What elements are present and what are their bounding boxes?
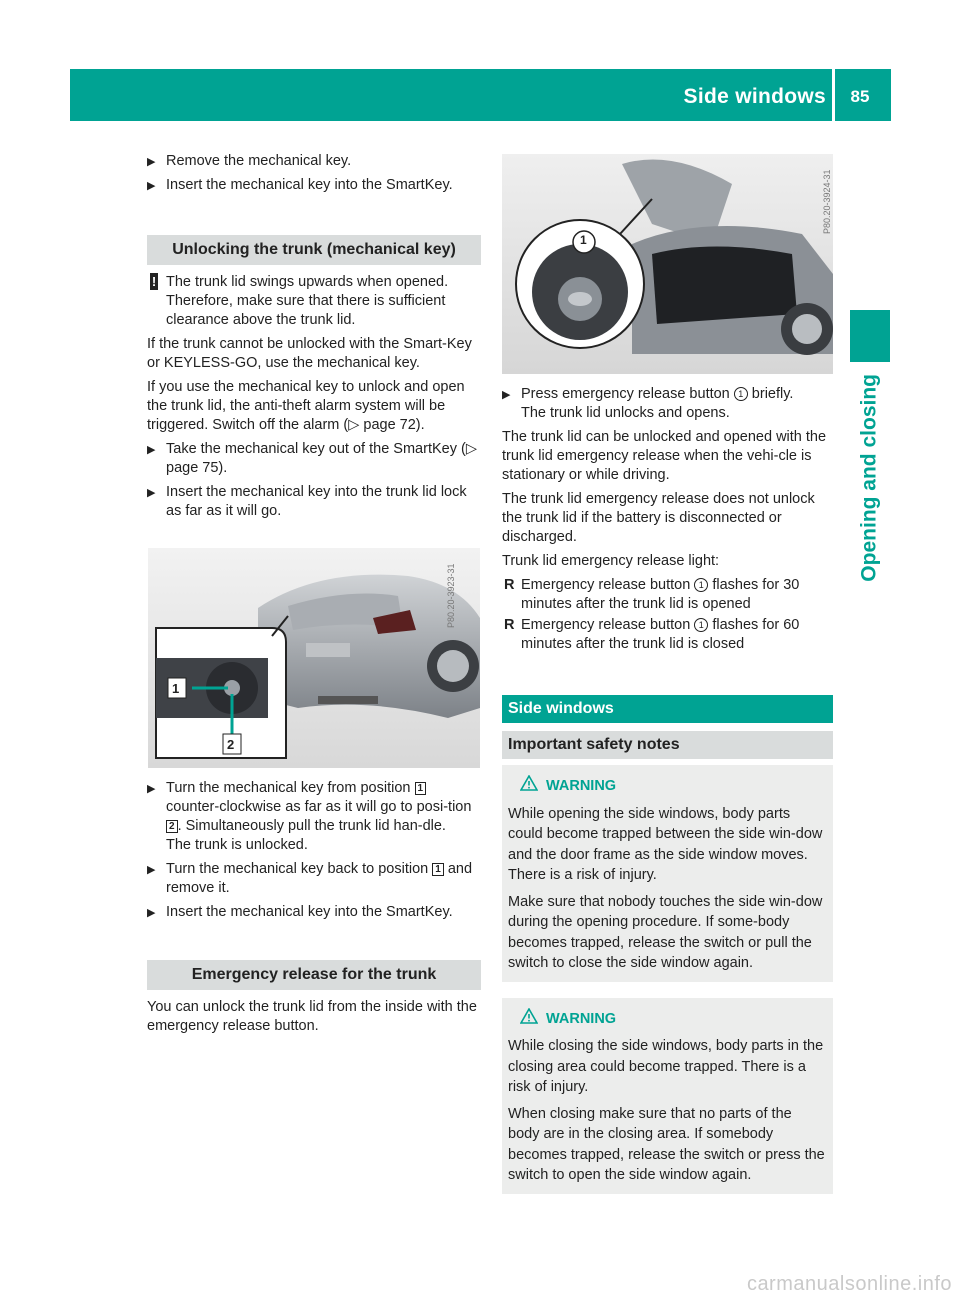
callout-1-marker: 1 — [734, 387, 748, 401]
warning-title: WARNING — [508, 1008, 827, 1031]
step-turn-back: ▶ Turn the mechanical key back to position 1 and remove it. — [147, 861, 473, 896]
paragraph: The trunk lid emergency release does not unlock the trunk lid if the battery is disconnected or discharged. — [502, 491, 815, 545]
bullet-marker: R — [504, 617, 515, 633]
step-insert-lock: ▶ Insert the mechanical key into the trunk lid lock as far as it will go. — [147, 484, 467, 519]
position-1-box: 1 — [415, 782, 427, 795]
side-windows-section — [502, 695, 833, 1194]
list-item: R Emergency release button 1 flashes for 30 minutes after the trunk lid is opened — [504, 577, 800, 612]
paragraph: The trunk lid can be unlocked and opened with the trunk lid emergency release when the vehi-cle is stationary or while driving. — [502, 429, 827, 483]
list-item: R Emergency release button 1 flashes for 60 minutes after the trunk lid is closed — [504, 617, 800, 652]
image-code: P80.20-3923-31 — [446, 563, 456, 628]
step-result: The trunk lid unlocks and opens. — [521, 405, 730, 421]
bullet-marker: R — [504, 577, 515, 593]
paragraph: You can unlock the trunk lid from the inside with the emergency release button. — [147, 999, 477, 1034]
emergency-release-photo — [502, 154, 833, 374]
step-arrow-icon: ▶ — [147, 444, 156, 456]
step-remove-key: ▶ Remove the mechanical key. — [147, 152, 481, 171]
warning-icon — [520, 775, 540, 798]
footer-watermark: carmanualsonline.info — [746, 1273, 952, 1295]
chapter-tab-marker — [850, 310, 890, 362]
section-heading-side-windows: Side windows — [502, 695, 833, 723]
right-column — [502, 385, 833, 656]
callout-1-marker: 1 — [694, 618, 708, 632]
warning-text: Make sure that nobody touches the side win-dow during the opening procedure. If some-body becomes trapped, release the switch or pull the switch to close the side window again. — [508, 893, 823, 971]
chapter-tab-label: Opening and closing — [858, 374, 881, 582]
page-number: 85 — [850, 87, 870, 106]
step-press-release: ▶ Press emergency release button 1 briefly. The trunk lid unlocks and opens. — [502, 386, 794, 421]
warning-text: While opening the side windows, body parts could become trapped between the side win-dow and the door frame as the side window moves. There is a risk of injury. — [508, 805, 823, 883]
section-heading-safety: Important safety notes — [502, 731, 833, 759]
image-code: P80.20-3924-31 — [822, 169, 832, 234]
page-title: Side windows — [683, 85, 826, 108]
paragraph: If the trunk cannot be unlocked with the Smart-Key or KEYLESS-GO, use the mechanical key. — [147, 336, 472, 371]
step-turn-key: ▶ Turn the mechanical key from position 1 counter-clockwise as far as it will go to posi-tion 2 . Simultaneously pull the trunk lid han-dle. The trunk is unlocked. — [147, 780, 472, 853]
warning-box-closing — [502, 998, 833, 1194]
callout-1-label: 1 — [172, 681, 180, 696]
step-result: The trunk is unlocked. — [166, 837, 308, 853]
step-arrow-icon: ▶ — [147, 487, 156, 499]
trunk-lock-photo — [148, 548, 480, 768]
caution-note: ! The trunk lid swings upwards when opened. Therefore, make sure that there is sufficient clearance above the trunk lid. — [151, 274, 449, 328]
section-heading-emergency: Emergency release for the trunk — [147, 960, 481, 990]
step-arrow-icon: ▶ — [147, 156, 156, 168]
position-1-box: 1 — [432, 863, 444, 876]
step-arrow-icon: ▶ — [147, 180, 156, 192]
left-column — [147, 152, 481, 526]
emergency-release-illustration — [502, 154, 833, 374]
callout-1-marker: 1 — [694, 578, 708, 592]
callout-1-label: 1 — [580, 233, 587, 247]
warning-title: WARNING — [508, 775, 827, 798]
step-arrow-icon: ▶ — [147, 907, 156, 919]
paragraph: If you use the mechanical key to unlock and open the trunk lid, the anti-theft alarm system will be triggered. Switch off the alarm (▷ page 72). — [147, 379, 465, 433]
step-take-key: ▶ Take the mechanical key out of the SmartKey (▷ page 75). — [147, 441, 477, 476]
warning-box-opening — [502, 765, 833, 982]
step-arrow-icon: ▶ — [147, 864, 156, 876]
paragraph: Trunk lid emergency release light: — [502, 553, 720, 569]
step-arrow-icon: ▶ — [147, 783, 156, 795]
warning-icon — [520, 1008, 540, 1031]
warning-text: While closing the side windows, body parts in the closing area could become trapped. There is a risk of injury. — [508, 1038, 824, 1095]
left-column-lower — [147, 779, 481, 1041]
warning-text: When closing make sure that no parts of the body are in the closing area. If somebody becomes trapped, release the switch or press the switch to open the side window again. — [508, 1105, 825, 1183]
position-2-box: 2 — [166, 820, 178, 833]
section-heading-unlocking: Unlocking the trunk (mechanical key) — [147, 235, 481, 265]
step-insert-smartkey: ▶ Insert the mechanical key into the SmartKey. — [147, 903, 481, 922]
step-arrow-icon: ▶ — [502, 389, 511, 401]
caution-icon: ! — [151, 274, 157, 289]
step-insert-key: ▶ Insert the mechanical key into the SmartKey. — [147, 176, 481, 195]
callout-2-label: 2 — [227, 737, 235, 752]
trunk-lock-illustration — [148, 548, 480, 768]
